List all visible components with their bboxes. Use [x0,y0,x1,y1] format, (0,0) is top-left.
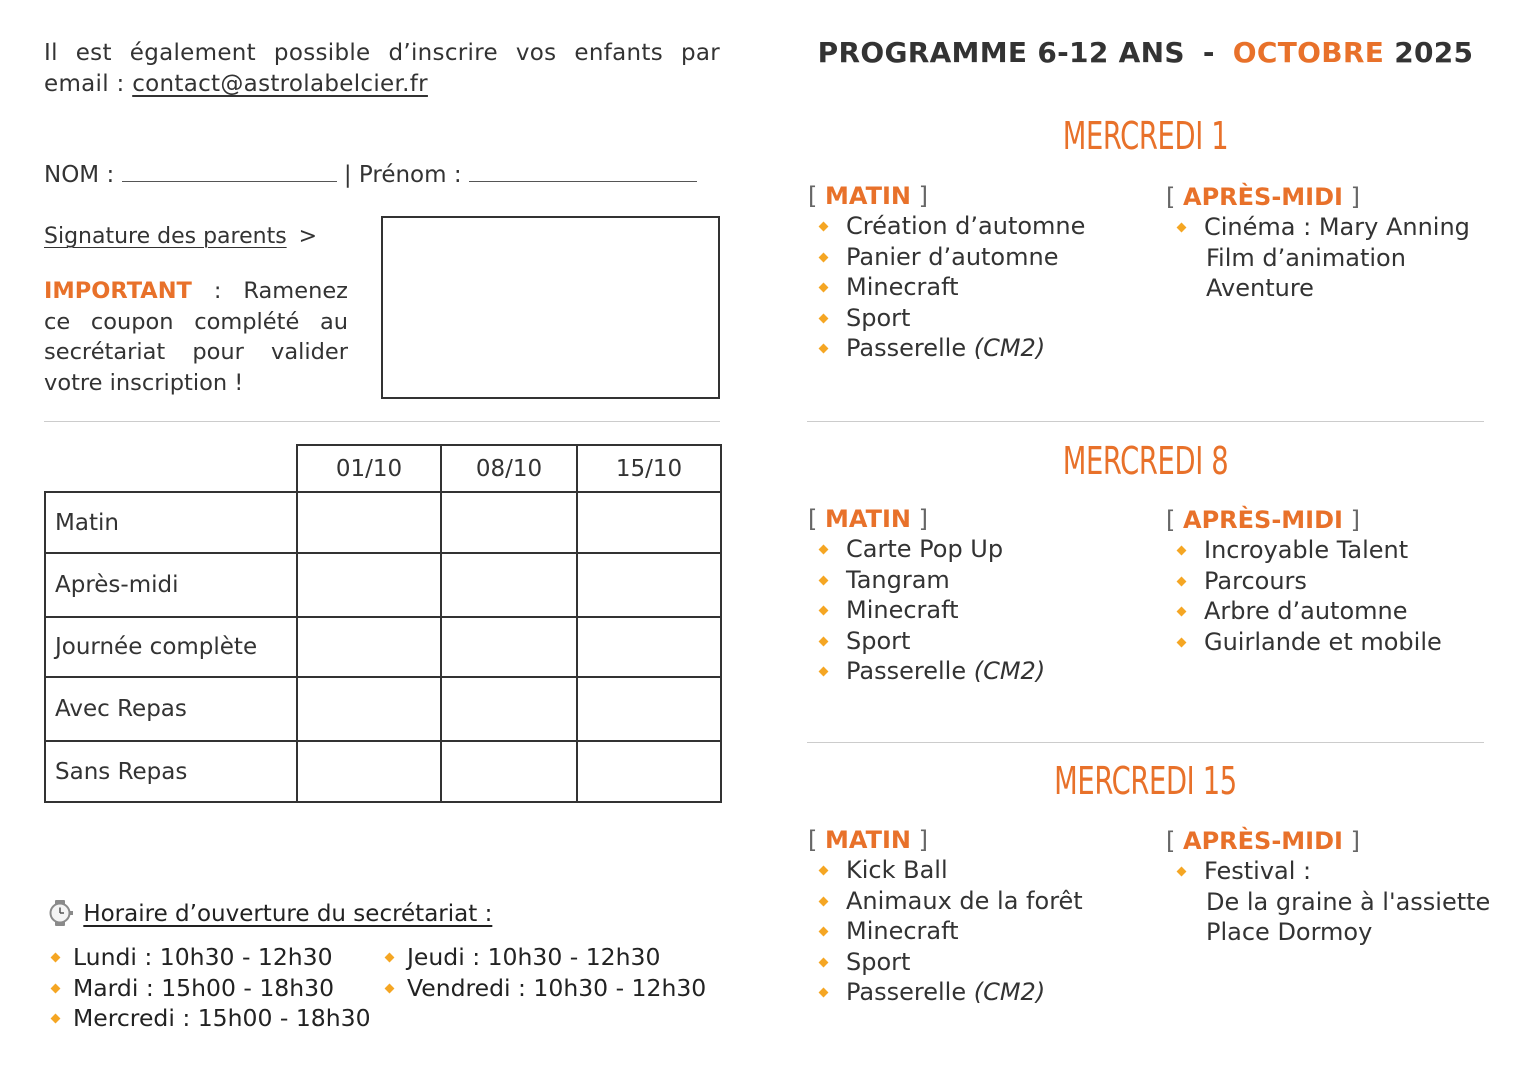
date-header: 15/10 [577,445,721,492]
signature-label-row [44,221,317,252]
left-divider [44,421,720,422]
apresmidi-activities [1166,535,1442,657]
bullet-diamond-icon [819,344,829,354]
list-item [808,333,1085,364]
activity: Animaux de la forêt [846,886,1083,915]
apresmidi-word: APRÈS-MIDI [1183,183,1343,211]
checkbox-cell[interactable] [577,617,721,677]
activity: Tangram [846,565,950,594]
date-header: 08/10 [441,445,577,492]
hours-text: Mardi : 15h00 - 18h30 [73,973,335,1002]
bullet-diamond-icon [51,1014,61,1024]
horaire-title: Horaire d’ouverture du secrétariat : [83,901,493,927]
checkbox-cell[interactable] [297,741,441,802]
checkbox-cell[interactable] [577,492,721,553]
matin-word: MATIN [825,826,911,854]
activity: Kick Ball [846,856,948,884]
table-row [45,492,721,553]
activity: Festival : [1204,857,1312,885]
hours-text: Mercredi : 15h00 - 18h30 [73,1004,371,1032]
bullet-diamond-icon [819,606,829,616]
list-item [808,886,1083,917]
table-corner [45,445,297,492]
header-separator: - [1202,36,1215,69]
bracket: [ [808,182,825,210]
bullet-diamond-icon [819,927,829,937]
list-item [1166,596,1442,627]
list-item [1166,212,1470,243]
checkbox-cell[interactable] [441,617,577,677]
bullet-diamond-icon [1177,607,1187,617]
name-fields [44,160,720,191]
table-header-row [45,445,721,492]
activity: Arbre d’automne [1204,597,1408,625]
activity: De la graine à l'assiette [1206,887,1491,916]
registration-table [44,444,722,803]
matin-label [808,181,928,211]
list-item [808,977,1083,1008]
activity: Minecraft [846,917,959,945]
row-label: Matin [45,492,297,553]
activity: Sport [846,947,911,976]
apresmidi-word: APRÈS-MIDI [1183,506,1343,534]
bracket: [ [1166,827,1183,855]
matin-label [808,825,928,855]
day-title: MERCREDI 15 [1054,759,1237,803]
bullet-diamond-icon [819,988,829,998]
bracket: [ [1166,506,1183,534]
activity: Création d’automne [846,212,1086,240]
bullet-diamond-icon [1177,546,1187,556]
matin-activities [808,855,1083,1008]
bracket: [ [808,505,825,533]
list-item [808,565,1045,596]
hours-text: Lundi : 10h30 - 12h30 [73,943,333,971]
bracket: ] [910,826,928,854]
bullet-diamond-icon [1177,223,1187,233]
list-item [808,211,1085,242]
list-item [808,595,1045,626]
bullet-diamond-icon [819,667,829,677]
bullet-diamond-icon [819,283,829,293]
header-month: OCTOBRE [1232,36,1385,69]
header-year: 2025 [1384,36,1474,69]
apresmidi-activities [1166,212,1470,304]
list-item [1166,856,1490,887]
apresmidi-label [1166,182,1360,212]
checkbox-cell[interactable] [297,677,441,741]
hours-text: Vendredi : 10h30 - 12h30 [407,973,707,1002]
bullet-diamond-icon [1177,637,1187,647]
activity: Guirlande et mobile [1204,627,1442,656]
bracket: ] [910,505,928,533]
bullet-diamond-icon [51,953,61,963]
row-label: Avec Repas [45,677,297,741]
table-row [45,677,721,741]
matin-word: MATIN [825,505,911,533]
contact-email-link[interactable]: contact@astrolabelcier.fr [132,71,428,97]
list-item [808,947,1083,978]
hours-text: Jeudi : 10h30 - 12h30 [407,943,661,971]
table-row [45,741,721,802]
nom-field[interactable] [122,162,337,182]
intro-text: Il est également possible d’inscrire vos enfants par email : [44,40,720,97]
activity: Cinéma : Mary Anning [1204,213,1470,241]
bracket: [ [808,826,825,854]
activity: Place Dormoy [1206,918,1373,946]
list-item [808,272,1085,303]
important-text: : Ramenez ce coupon complété au secrétariat pour valider votre inscription ! [44,278,348,396]
horaire-title-row [44,898,492,930]
list-item [1166,535,1442,566]
activity: Minecraft [846,273,959,301]
checkbox-cell[interactable] [297,617,441,677]
hours-item [52,1003,371,1034]
checkbox-cell[interactable] [441,553,577,617]
activity-note: (CM2) [973,978,1046,1006]
apresmidi-label [1166,505,1360,535]
matin-label [808,504,928,534]
day-title: MERCREDI 8 [1062,439,1229,483]
checkbox-cell[interactable] [577,741,721,802]
list-item-continuation [1166,273,1470,304]
prenom-label: | Prénom : [336,162,469,188]
bracket: ] [910,182,928,210]
bullet-diamond-icon [819,252,829,262]
day-title: MERCREDI 1 [1062,114,1229,158]
apresmidi-label [1166,826,1360,856]
programme-title: PROGRAMME 6-12 ANS [817,36,1185,69]
right-divider [807,742,1484,743]
activity: Passerelle [846,978,974,1006]
bullet-diamond-icon [1177,576,1187,586]
intro-paragraph [44,38,720,100]
checkbox-cell[interactable] [441,677,577,741]
activity: Passerelle [846,334,974,362]
table-row [45,553,721,617]
bullet-diamond-icon [819,866,829,876]
list-item [808,656,1045,687]
apresmidi-activities [1166,856,1490,948]
hours-item [386,942,706,973]
list-item [808,855,1083,886]
list-item-continuation [1166,887,1490,918]
bullet-diamond-icon [385,953,395,963]
bullet-diamond-icon [819,313,829,323]
hours-column-1 [52,942,371,1034]
hours-column-2 [386,942,706,1003]
bullet-diamond-icon [385,983,395,993]
list-item [1166,566,1442,597]
bullet-diamond-icon [819,957,829,967]
list-item [808,626,1045,657]
signature-label: Signature des parents [44,224,287,249]
activity: Aventure [1206,274,1314,302]
hours-item [386,973,706,1004]
signature-arrow: > [298,224,318,249]
list-item [1166,627,1442,658]
hours-item [52,942,371,973]
matin-activities [808,211,1085,364]
list-item [808,916,1083,947]
bracket: [ [1166,183,1183,211]
row-label: Après-midi [45,553,297,617]
matin-word: MATIN [825,182,911,210]
important-notice [44,276,348,398]
activity: Incroyable Talent [1204,536,1409,564]
bullet-diamond-icon [51,983,61,993]
programme-header [808,36,1483,69]
bullet-diamond-icon [819,222,829,232]
bullet-diamond-icon [819,575,829,585]
right-divider [807,421,1484,422]
activity: Parcours [1204,566,1307,595]
activity: Sport [846,303,911,332]
activity: Carte Pop Up [846,535,1004,563]
activity: Film d’animation [1206,243,1406,272]
activity: Minecraft [846,596,959,624]
activity: Passerelle [846,657,974,685]
bullet-diamond-icon [819,896,829,906]
important-word: IMPORTANT [44,278,192,304]
bracket: ] [1342,183,1360,211]
checkbox-cell[interactable] [577,553,721,617]
checkbox-cell[interactable] [297,492,441,553]
bracket: ] [1342,827,1360,855]
matin-activities [808,534,1045,687]
bullet-diamond-icon [819,545,829,555]
watch-icon [44,899,76,927]
hours-item [52,973,371,1004]
bullet-diamond-icon [819,636,829,646]
checkbox-cell[interactable] [441,492,577,553]
bracket: ] [1342,506,1360,534]
row-label: Sans Repas [45,741,297,802]
list-item-continuation [1166,917,1490,948]
list-item [808,303,1085,334]
checkbox-cell[interactable] [577,677,721,741]
checkbox-cell[interactable] [297,553,441,617]
activity: Sport [846,626,911,655]
date-header: 01/10 [297,445,441,492]
activity-note: (CM2) [973,334,1046,362]
bullet-diamond-icon [1177,867,1187,877]
nom-label: NOM : [44,162,122,188]
checkbox-cell[interactable] [441,741,577,802]
signature-box[interactable] [381,216,720,399]
list-item-continuation [1166,243,1470,274]
list-item [808,242,1085,273]
table-row [45,617,721,677]
row-label: Journée complète [45,617,297,677]
prenom-field[interactable] [469,162,697,182]
activity: Panier d’automne [846,242,1059,271]
list-item [808,534,1045,565]
activity-note: (CM2) [973,657,1046,685]
apresmidi-word: APRÈS-MIDI [1183,827,1343,855]
